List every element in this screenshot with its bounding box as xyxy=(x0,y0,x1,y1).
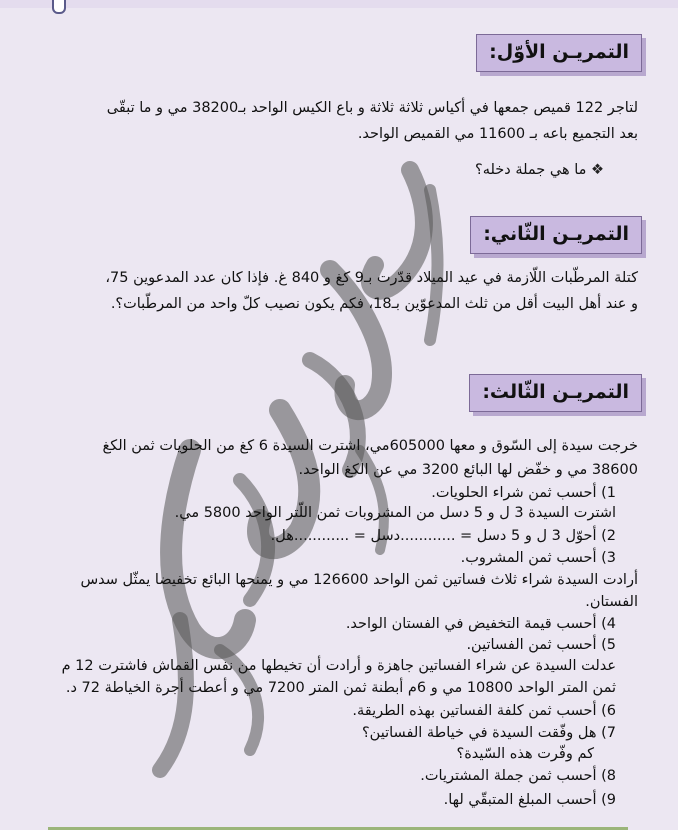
top-clip-icon xyxy=(52,0,66,14)
exercise1-line2: بعد التجميع باعه بـ 11600 مي القميص الواحد. xyxy=(357,126,638,142)
exercise1-question: ما هي جملة دخله؟ xyxy=(475,162,587,178)
exercise3-item: 4) أحسب قيمة التخفيض في الفستان الواحد. xyxy=(345,616,616,632)
exercise3-item: 7) هل وفّقت السيدة في خياطة الفساتين؟ xyxy=(361,725,616,741)
exercise3-line: كم وفّرت هذه السّيدة؟ xyxy=(456,746,594,762)
exercise3-item: 6) أحسب ثمن كلفة الفساتين بهذه الطريقة. xyxy=(352,703,616,719)
exercise2-title: التمريـن الثّاني: xyxy=(470,216,642,254)
exercise3-line: ثمن المتر الواحد 10800 مي و 6م أبطنة ثمن المتر 7200 مي و أعطت أجرة الخياطة 72 د. xyxy=(65,680,616,696)
top-bar xyxy=(0,0,678,8)
exercise3-line: اشترت السيدة 3 ل و 5 دسل من المشروبات ثمن اللّتر الواحد 5800 مي. xyxy=(174,505,616,521)
exercise3-item: 5) أحسب ثمن الفساتين. xyxy=(466,637,616,653)
exercise3-item: 3) أحسب ثمن المشروب. xyxy=(460,550,616,566)
exercise3-item: 2) أحوّل 3 ل و 5 دسل = ............دسل = ............هل. xyxy=(270,528,616,544)
exercise3-line: الفستان. xyxy=(585,594,638,610)
exercise3-line: 38600 مي و خفّض لها البائع 3200 مي عن الكغ الواحد. xyxy=(298,462,638,478)
exercise1-question-row xyxy=(475,160,604,181)
exercise3-title: التمريـن الثّالث: xyxy=(469,374,642,412)
exercise3-line: أرادت السيدة شراء ثلاث فساتين ثمن الواحد 126600 مي و يمنحها البائع تخفيضا يمثّل سدس xyxy=(80,572,638,588)
exercise3-line: خرجت سيدة إلى السّوق و معها 605000مي، اشترت السيدة 6 كغ من الحلويات ثمن الكغ xyxy=(102,438,638,454)
exercise3-item: 1) أحسب ثمن شراء الحلويات. xyxy=(431,485,616,501)
exercise3-line: عدلت السيدة عن شراء الفساتين جاهزة و أرادت أن تخيطها من نفس القماش فاشترت 12 م xyxy=(61,658,616,674)
exercise3-item: 9) أحسب المبلغ المتبقّي لها. xyxy=(443,792,616,808)
exercise3-item: 8) أحسب ثمن جملة المشتريات. xyxy=(420,768,616,784)
exercise1-title: التمريـن الأوّل: xyxy=(476,34,642,72)
exercise2-line2: و عند أهل البيت أقل من ثلث المدعوّين بـ18، فكم يكون نصيب كلّ واحد من المرطّبات؟. xyxy=(110,296,638,312)
exercise1-line1: لتاجر 122 قميص جمعها في أكياس ثلاثة ثلاثة و باع الكيس الواحد بـ38200 مي و ما تبقّى xyxy=(106,100,638,116)
diamond-bullet-icon: ❖ xyxy=(591,162,604,178)
exercise2-line1: كتلة المرطّبات اللّازمة في عيد الميلاد قدّرت بـ9 كغ و 840 غ. فإذا كان عدد المدعوين 75، xyxy=(105,270,638,286)
